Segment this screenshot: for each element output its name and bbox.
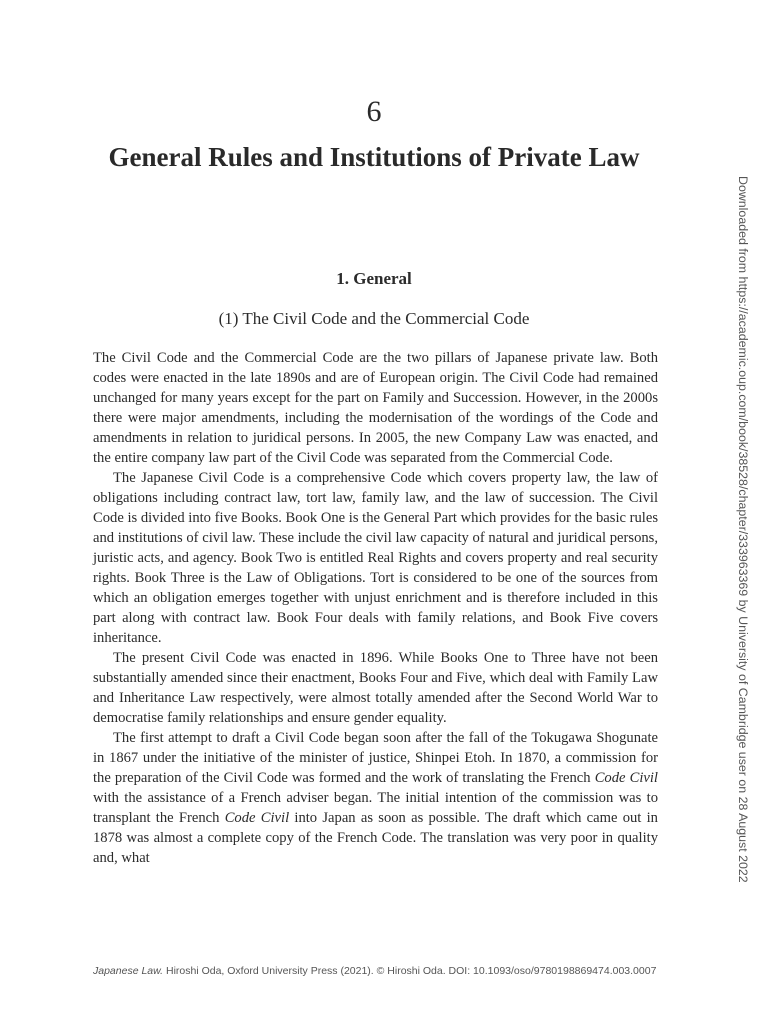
body-text — [93, 348, 658, 868]
download-watermark-text: Downloaded from https://academic.oup.com/book/38528/chapter/333963369 by University of Cambridge user on 28 August 2022 — [736, 176, 750, 883]
paragraph-text: into Japan as soon as possible. The draft which came out in 1878 was almost a complete copy of the French Code. The translation was very poor in quality and, what — [93, 810, 658, 866]
italic-term: Code Civil — [594, 770, 658, 786]
section-heading: 1. General — [336, 269, 412, 288]
paragraph: The present Civil Code was enacted in 1896. While Books One to Three have not been substantially amended since their enactment, Books Four and Five, which deal with Family Law and Inheritance Law respectively, were almost totally amended after the Second World War to democratise family relationships and ensure gender equality. — [93, 650, 658, 726]
footer-book-title: Japanese Law. — [93, 965, 164, 977]
paragraph: The Civil Code and the Commercial Code are the two pillars of Japanese private law. Both codes were enacted in the late 1890s and are of European origin. The Civil Code had remained unchanged for many years except for the part on Family and Succession. However, in the 2000s there were major amendments, including the modernisation of the wordings of the Code and amendments in relation to juridical persons. In 2005, the new Company Law was enacted, and the entire company law part of the Civil Code was separated from the Commercial Code. — [93, 350, 658, 466]
chapter-title: General Rules and Institutions of Private Law — [108, 142, 640, 172]
paragraph-text: The first attempt to draft a Civil Code began soon after the fall of the Tokugawa Shogunate in 1867 under the initiative of the minister of justice, Shinpei Etoh. In 1870, a commission for the preparation of the Civil Code was formed and the work of translating the French — [93, 730, 658, 786]
subsection-heading: (1) The Civil Code and the Commercial Code — [218, 309, 530, 328]
paragraph: The Japanese Civil Code is a comprehensive Code which covers property law, the law of obligations including contract law, tort law, family law, and the law of succession. The Civil Code is divided into five Books. Book One is the General Part which provides for the basic rules and institutions of civil law. These include the civil law capacity of natural and juridical persons, juristic acts, and agency. Book Two is entitled Real Rights and covers property and real security rights. Book Three is the Law of Obligations. Tort is considered to be one of the sources from which an obligation emerges together with unjust enrichment and is therefore included in this part along with contract law. Book Four deals with family relations, and Book Five covers inheritance. — [93, 470, 658, 646]
page-footer — [93, 964, 693, 978]
italic-term: Code Civil — [224, 810, 290, 826]
chapter-number: 6 — [366, 95, 382, 128]
download-watermark — [733, 176, 753, 886]
paragraph — [93, 728, 658, 868]
paragraph-text: with the assistance of a French adviser began. The initial intention of the commission was to transplant the French — [93, 790, 658, 826]
footer-citation: Hiroshi Oda, Oxford University Press (2021). © Hiroshi Oda. DOI: 10.1093/oso/9780198869474.003.0007 — [163, 965, 657, 977]
